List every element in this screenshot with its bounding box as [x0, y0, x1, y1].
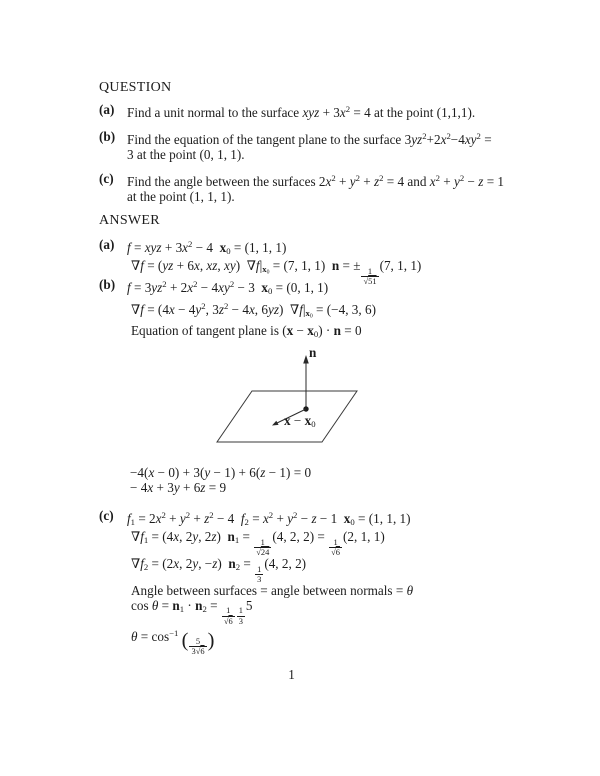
answer-c-line-6: $\theta = \cos^{-1}$ ( $\frac{5}{3√6}$ ) — [131, 627, 215, 657]
question-item-c — [99, 171, 529, 204]
question-c-line-1: Find the angle between the surfaces $2x^2 + y^2 + z^2 = 4$ and $x^2 + y^2 - z = 1$ — [127, 173, 505, 189]
question-c-line-2: at the point (1, 1, 1). — [127, 188, 235, 204]
equation-simplified: − 4x + 3y + 6z = 9 — [130, 479, 227, 495]
tangent-plane-diagram — [160, 342, 460, 464]
answer-label-a: (a) — [99, 237, 115, 252]
answer-c-line-4: Angle between surfaces = angle between normals = θ — [131, 582, 414, 598]
answer-c-line-3: $\nabla f_2 = (2x$, 2y, −z) $n_2$ = $\frac{1}{3}$ (4, 2, 2) — [131, 555, 307, 584]
answer-a-line-2: ∇f = (yz + 6x, xz, xy) $\nabla f|_{x_0} = (7$, 1, 1) n = ± $\frac{1}{√51}$ (7, 1, 1) — [131, 257, 422, 286]
answer-item-b — [99, 277, 529, 342]
answer-b-line-2: $\nabla f = (4x - 4y^2$, $3z^2 - 4x$, 6yz) $\nabla f|_{x_0} = (-4$, 3, 6) — [131, 300, 376, 320]
in-plane-arrowhead — [272, 421, 279, 426]
answer-item-c — [99, 508, 529, 657]
question-item-a — [99, 102, 529, 121]
question-item-b — [99, 129, 529, 162]
answer-c-line-1: $f_1 = 2x^2 + y^2 + z^2 - 4$ $f_2 = x^2 + y^2 - z - 1$ $x_0 = (1$, 1, 1) — [127, 510, 411, 527]
item-label-b: (b) — [99, 129, 116, 144]
question-heading: QUESTION — [99, 80, 172, 95]
answer-label-c: (c) — [99, 508, 114, 523]
item-label-a: (a) — [99, 102, 115, 117]
answer-b-line-1: $f = 3yz^2 + 2x^2 - 4xy^2 - 3$ $x_0 = (0$, 1, 1) — [127, 279, 329, 296]
answer-a-line-1: f = xyz + $3x^2 - 4$ $x_0 = (1$, 1, 1) — [127, 239, 287, 256]
answer-b-line-3: Equation of tangent plane is $(x - x_0) \cdot n = 0$ — [131, 322, 362, 340]
question-a-line-1: Find a unit normal to the surface xyz + $3x^2 = 4$ at the point (1,1,1). — [127, 104, 476, 120]
normal-vector-label: n — [309, 345, 317, 360]
in-plane-vector-label: $x - x_0$ — [284, 413, 316, 430]
question-b-line-2: 3 at the point (0, 1, 1). — [127, 146, 245, 162]
page-number: 1 — [288, 667, 295, 682]
equation-expanded: −4(x − 0) + 3(y − 1) + 6(z − 1) = 0 — [130, 465, 312, 480]
tangent-plane-equations — [130, 466, 560, 496]
answer-label-b: (b) — [99, 277, 116, 292]
item-label-c: (c) — [99, 171, 114, 186]
answer-c-line-2: $\nabla f_1 = (4x$, 2y, 2z) $n_1$ = $\frac{1}{√24}$ (4, 2, 2) = $\frac{1}{√6}$ (2, 1, 1) — [131, 528, 385, 557]
answer-c-line-5: $\cos \theta = n_1 \cdot n_2$ = $\frac{1}{√6}$ $\frac{1}{3}$ 5 — [131, 597, 253, 626]
question-b-line-1: Find the equation of the tangent plane to the surface $3yz^2+2x^2-4xy^2$ = — [127, 131, 492, 147]
normal-arrowhead — [303, 355, 309, 364]
answer-heading: ANSWER — [99, 213, 160, 228]
